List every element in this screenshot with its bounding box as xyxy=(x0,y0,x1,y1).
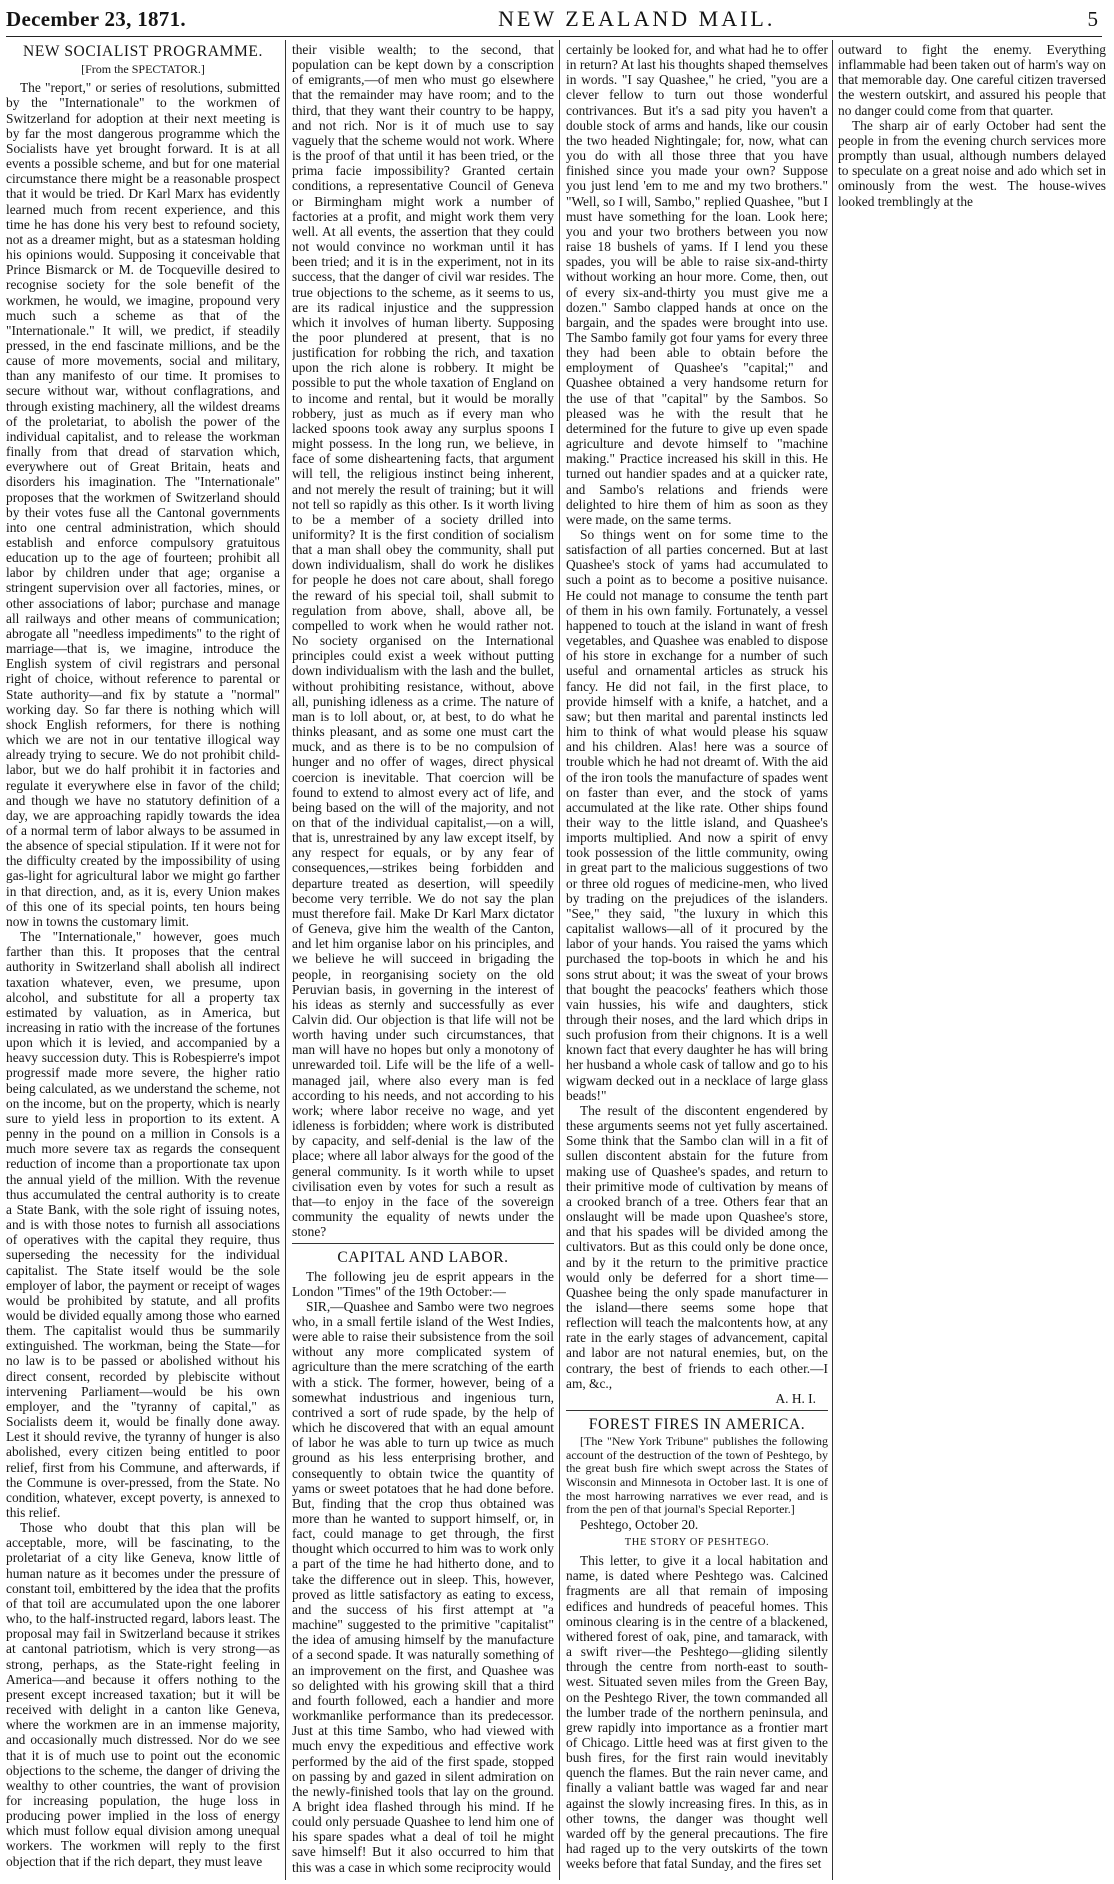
column-3 xyxy=(566,42,828,1880)
column-rule xyxy=(832,40,833,1880)
capital-headline: CAPITAL AND LABOR. xyxy=(292,1243,554,1265)
letter-signature: A. H. I. xyxy=(775,1390,816,1406)
socialist-source: [From the SPECTATOR.] xyxy=(81,62,205,77)
forest-dateline: Peshtego, October 20. xyxy=(580,1516,699,1532)
column-rule xyxy=(285,40,286,1880)
issue-date: December 23, 1871. xyxy=(6,6,186,31)
paper-name: NEW ZEALAND MAIL. xyxy=(498,6,776,31)
forest-subhead: THE STORY OF PESHTEGO. xyxy=(624,1536,770,1548)
masthead xyxy=(6,2,1102,37)
article-paragraph: SIR,—Quashee and Sambo were two negroes who, in a small fertile island of the West Indies, were able to raise their subsistence from the soil without any more complicated system of agriculture than the mere scratching of the earth with a stick. The former, however, being of a somewhat industrious and ingenious turn, contrived a sort of rude spade, by the help of which he discovered that with an equal amount of labor he was able to turn up twice as much ground as his less enterprising brother, and consequently to obtain twice the quantity of yams or sweet potatoes that he had done before. But, finding that the crop thus obtained was more than he wanted to support himself, or, in fact, could manage to get through, the first thought which occurred to him was to work only a part of the time he had hitherto done, and to take the difference out in sleep. This, however, proved as little satisfactory as eating to excess, and the success of his first attempt at "a machine" suggested to the primitive "capitalist" the idea of amusing himself by the manufacture of a second spade. It was naturally something of an improvement on the first, and Quashee was so delighted with his growing skill that a third and fourth followed, each a handier and more workmanlike performance than its predecessor. Just at this time Sambo, who had viewed with much envy the expeditious and effective work performed by the aid of the first spade, stopped on passing by and gazed in silent admiration on the newly-finished tools that lay on the ground. A bright idea flashed through his mind. If he could only persuade Quashee to lend him one of his spare spades what a deal of toil he might save himself! But it also occurred to him that this was a case in which some reciprocity would xyxy=(292,1298,554,1875)
article-paragraph: Those who doubt that this plan will be acceptable, more, will be fascinating, to the proletariat of a city like Geneva, know little of human nature as it becomes under the pressure of constant toil, embittered by the idea that the profits of that toil are accumulated upon the one laborer who, to the half-instructed regard, labors least. The proposal may fail in Switzerland because it strikes at cantonal patriotism, which is very strong—as strong, perhaps, as the State-right feeling in America—and because it offers nothing to the present except increased taxation; but it will be received with delight in a canton like Geneva, where the workmen are in an immense majority, and occasionally much distressed. Nor do we see that it is of much use to point out the economic objections to the scheme, the danger of driving the wealthy to other countries, the want of provision for increasing population, the huge loss in producing power implied in the loss of energy which must follow equal division among unequal workers. The workmen will reply to the first objection that if the rich depart, they must leave xyxy=(6,1520,280,1869)
socialist-headline: NEW SOCIALIST PROGRAMME. xyxy=(23,43,263,60)
article-paragraph: certainly be looked for, and what had he to offer in return? At last his thoughts shaped themselves in words. "I say Quashee," he cried, "you are a clever fellow to turn out those wonderful contrivances. But it's a sad pity you haven't a double stock of arms and hands, like our cousin the two headed Nightingale; for, now, what can you do with all those three that you have finished since you made your own? Suppose you just lend 'em to me and my two brothers." "Well, so I will, Sambo," replied Quashee, "but I must have something for the loan. Look here; you and your two brothers between you now raise 18 bushels of yams. If I lend you these spades, you will be able to raise six-and-thirty without working an hour more. Come, then, out of every six-and-thirty you must give me a dozen." Sambo clapped hands at once on the bargain, and the spades were brought into use. The Sambo family got four yams for every three they had been able to obtain before the employment of Quashee's "capital;" and Quashee obtained a very handsome return for the use of that "capital" by the Sambos. So pleased was he with the result that he determined for the future to give up even spade agriculture and devote himself to "machine making." Practice increased his skill in this. He turned out handier spades and at a quicker rate, and Sambo's relations and friends were delighted to hire them of him as soon as they were made, on the same terms. xyxy=(566,42,828,527)
article-paragraph: their visible wealth; to the second, that population can be kept down by a conscription of emigrants,—of men who must go elsewhere that the remainder may have room; and to the third, that they want their country to be happy, and not rich. Nor is it of much use to say vaguely that the scheme would not work. Where is the proof of that until it has been tried, or the prima facie impossibility? Granted certain conditions, a representative Council of Geneva or Birmingham might work a number of factories at a profit, and might work them very well. At all events, the assertion that they could not would convince no workman until it has been tried; and it is in the experiment, not in its success, that the danger of civil war resides. The true objections to the scheme, as it seems to us, are its radical injustice and the suppression which it involves of human liberty. Supposing the poor plundered at present, that is no justification for robbing the rich, and taxation upon the rich alone is robbery. It might be possible to put the whole taxation of England on to income and rental, but it would be morally robbery, just as much as if every man who lacked spoons took away any surplus spoons I might possess. In the long run, we believe, in face of some disheartening facts, that argument will tell, the religious instinct being inherent, and not merely the result of training; but it will not tell so rapidly as this other. Is it worth living to be a member of a society drilled into uniformity? It is the first condition of socialism that a man shall obey the community, shall put down individualism, shall do work he dislikes for people he does not care about, shall forego the reward of his special toil, shall submit to regulation from above, shall, above all, be compelled to work when he would rather not. No society organised on the International principles could exist a week without putting down individualism with the lash and the bullet, without prohibiting resistance, without, above all, punishing idleness as a crime. The nature of man is to loll about, or, at best, to do what he thinks pleasant, and as some one must cart the muck, and as there is to be no compulsion of hunger and no offer of wages, direct physical coercion is inevitable. That coercion will be found to extend to almost every act of life, and being based on the will of the majority, and not on that of the individual capitalist,—on a will, that is, unrestrained by any law except itself, by any respect for equals, or by any fear of consequences,—strikes being forbidden and departure treated as desertion, will speedily become very terrible. We do not say the plan must therefore fail. Make Dr Karl Marx dictator of Geneva, give him the wealth of the Canton, and let him organise labor on his principles, and we believe he will succeed in brigading the people, in reorganising society on the old Peruvian basis, in governing in the interest of his ideas as sternly and successfully as ever Calvin did. Our objection is that life will not be worth having under such circumstances, that man will have no hopes but only a monotony of unrewarded toil. Life will be the life of a well-managed jail, where also every man is fed according to his needs, and not according to his work; where labor receive no wage, and yet idleness is forbidden; where work is distributed by capacity, and self-denial is the law of the place; where all labor always for the good of the general community. Is it worth while to upset civilisation even by votes for such a result as that—to enjoy in the face of the sovereign community the equality of newts under the stone? xyxy=(292,42,554,1240)
page-number: 5 xyxy=(1087,6,1098,31)
forest-editor-note: [The "New York Tribune" publishes the following account of the destruction of the town of Peshtego, by the great bush fire which swept across the States of Wisconsin and Minnesota in October last. It is one of the most harrowing narratives we ever read, and is from the pen of that journal's Special Reporter.] xyxy=(566,1434,828,1517)
article-paragraph: The "Internationale," however, goes much farther than this. It proposes that the central authority in Switzerland shall abolish all indirect taxation whatever, even, we presume, upon alcohol, and substitute for all a property tax estimated by valuation, as in America, but increasing in ratio with the increase of the fortunes upon which it is levied, and accompanied by a heavy succession duty. This is Robespierre's impot progressif made more severe, the higher ratio being calculated, as we understand the scheme, not on the income, but on the property, which is nearly sure to yield less in proportion to its extent. A penny in the pound on a million in Consols is a much more severe tax as regards the consequent reduction of income than a proportionate tax upon the annual yield of the million. With the revenue thus accumulated the central authority is to create a State Bank, with the sole right of issuing notes, and is with those notes to furnish all associations of operatives with the capital they require, thus superseding the necessity for the individual capitalist. The State itself would be the sole employer of labor, the payment or receipt of wages would be prohibited by statute, and all profits would be divided equally among those who earned them. The capitalist would thus be summarily extinguished. The workman, being the State—for no law is to be passed or abolished without his direct consent, recorded by plebiscite without intervening Parliament—would be his own employer, and the "tyranny of capital," as Socialists deem it, would be finally done away. Lest it should revive, the tyranny of hunger is also abolished, every citizen being entitled to poor relief, first from his Commune, and afterwards, if the Commune is over-pressed, from the State. No condition, whatever, except poverty, is annexed to this relief. xyxy=(6,929,280,1520)
article-paragraph: The sharp air of early October had sent the people in from the evening church services more promptly than usual, although numbers delayed to speculate on a great noise and ado which set in ominously from the west. The house-wives looked tremblingly at the xyxy=(838,117,1106,209)
forest-headline: FOREST FIRES IN AMERICA. xyxy=(566,1410,828,1432)
article-paragraph: The result of the discontent engendered by these arguments seems not yet fully ascertained. Some think that the Sambo clan will in a fit of sullen discontent abstain for the future from making use of Quashee's spades, and return to their primitive mode of cultivation by means of a crooked branch of a tree. Others fear that an onslaught will be made upon Quashee's store, and that his spades will be divided among the cultivators. But as this could only be done once, and by it the return to the primitive practice would only be deferred for a short time—Quashee being the only spade manufacturer in the island—there seems some hope that reflection will teach the malcontents how, at any rate in the early stages of advancement, capital and labor are not natural enemies, but, on the contrary, the best of friends to each other.—I am, &c., xyxy=(566,1102,828,1391)
column-2 xyxy=(292,42,554,1880)
article-paragraph: This letter, to give it a local habitation and name, is dated where Peshtego was. Calcined fragments are all that remain of imposing edifices and hundreds of peaceful homes. This ominous clearing is in the centre of a blackened, withered forest of oak, pine, and tamarack, with a swift river—the Peshtego—gliding silently through the centre from north-east to south-west. Situated seven miles from the Green Bay, on the Peshtego River, the town commanded all the lumber trade of the northern peninsula, and grew rapidly into importance as a frontier mart of Chicago. Little heed was at first given to the bush fires, for the first rain would inevitably quench the flames. But the rain never came, and finally a valiant battle was waged far and near against the slowly increasing fires. In this, as in other towns, the danger was thought well warded off by the general precautions. The fire had raged up to the very outskirts of the town weeks before that fatal Sunday, and the fires set xyxy=(566,1553,828,1872)
column-1 xyxy=(6,42,280,1880)
column-rule xyxy=(559,40,560,1880)
article-paragraph: So things went on for some time to the satisfaction of all parties concerned. But at last Quashee's stock of yams had accumulated to such a point as to become a positive nuisance. He could not manage to consume the tenth part of them in his own family. Fortunately, a vessel happened to touch at the island in want of fresh vegetables, and Quashee was enabled to dispose of his store in exchange for a number of such useful and ornamental articles as struck his fancy. He did not fail, in the first place, to provide himself with a knife, a hatchet, and a saw; but then marital and parental instincts led him to think of what would please his squaw and his children. Alas! here was a source of trouble which he had not dreamt of. With the aid of the iron tools the manufacture of spades went on faster than ever, and the stock of yams accumulated at the like rate. Other ships found their way to the little island, and Quashee's imports multiplied. And now a spirit of envy took possession of the little community, owing in great part to the malicious suggestions of two or three old rogues of medicine-men, who lived by trading on the prejudices of the islanders. "See," they said, "the luxury in which this capitalist wallows—all of it procured by the labor of your hands. You raised the yams which purchased the top-boots in which he and his sons strut about; it was the sweat of your brows that bought the peacocks' feathers which those vain hussies, his wife and daughters, stick through their noses, and the lard which drips in such profusion from their chignons. It is a well known fact that every daughter he has will bring her husband a whole cask of tallow and go to his wigwam decked out in a necklace of large glass beads!" xyxy=(566,527,828,1103)
article-paragraph: The "report," or series of resolutions, submitted by the "Internationale" to the workmen of Switzerland for adoption at their next meeting is by far the most dangerous programme which the Socialists have yet brought forward. It is at all events a possible scheme, and but for one material circumstance there might be a reasonable prospect that it would be tried. Dr Karl Marx has evidently learned much from recent experience, and this time he has done his very best to refound society, not as a dreamer might, but as a statesman holding his opinions would. Supposing it conceivable that Prince Bismarck or M. de Tocqueville desired to recognise society for the sole benefit of the workmen, he would, we imagine, propound very much such a scheme as that of the "Internationale." It will, we predict, if steadily pressed, in the end fascinate millions, and be the cause of more movements, social and military, than any manifesto of our time. It promises to secure without war, without conflagrations, and through existing machinery, all the wildest dreams of the proletariat, to abolish the power of the individual capitalist, and to release the workman finally from that dread of starvation which, everywhere out of Great Britain, heats and disorders his imagination. The "Internationale" proposes that the workmen of Switzerland should by their votes fuse all the Cantonal governments into one central administration, which should establish and enforce compulsory gratuitous education up to the age of fourteen; prohibit all labor by children under that age; organise a stringent supervision over all factories, mines, or other associations of labor; purchase and manage all railways and other means of communication; abrogate all "needless impediments" to the right of marriage—that is, we imagine, introduce the English system of civil registrars and personal right of choice, without reference to parental or State authority—and fix by statute a "normal" working day. So far there is nothing which will shock English reformers, for there is nothing which we are not in our tentative illogical way already trying to secure. We do not prohibit child-labor, but we do half prohibit it in factories and regulate it everywhere else in favor of the child; and though we have no statutory definition of a day, we are approaching rapidly towards the idea of a normal term of labor always to be assumed in the absence of special stipulation. If it were not for the difficulty created by the impossibility of using gas-light for agricultural labor we might go farther in that direction, and, as it is, every Union makes of this one of its special points, ten hours being now in towns the customary limit. xyxy=(6,80,280,929)
column-4 xyxy=(838,42,1106,1880)
article-paragraph: The following jeu de esprit appears in the London "Times" of the 19th October:— xyxy=(292,1268,554,1299)
article-paragraph: outward to fight the enemy. Everything inflammable had been taken out of harm's way on that memorable day. One careful citizen traversed the western outskirt, and assured his people that no danger could come from that quarter. xyxy=(838,42,1106,118)
